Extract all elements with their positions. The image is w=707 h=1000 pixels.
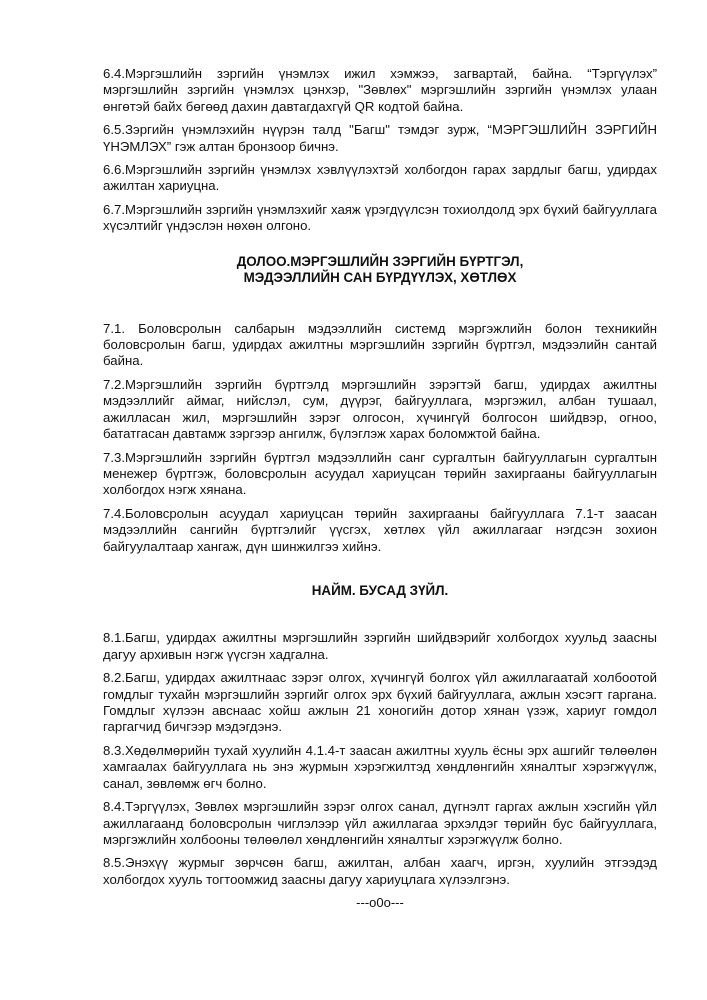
document-page xyxy=(103,66,657,910)
paragraph-7-4: 7.4.Боловсролын асуудал хариуцсан төрийн захиргааны байгууллага 7.1-т заасан мэдээллийн сангийн бүртгэлийг үүсгэх, хөтлөх үйл ажиллагааг нэгдсэн зохион байгуулалтаар хангаж, дүн шинжилгээ хийнэ. xyxy=(103,505,657,554)
paragraph-8-3: 8.3.Хөдөлмөрийн тухай хуулийн 4.1.4-т заасан ажилтны хууль ёсны эрх ашгийг төлөөлөн хамгаалах байгууллага нь энэ журмын хэрэгжилтэд хөндлөнгийн хяналтыг хэрэгжүүлж, санал, зөвлөмж өгч болно. xyxy=(103,742,657,791)
paragraph-6-4: 6.4.Мэргэшлийн зэргийн үнэмлэх ижил хэмжээ, загвартай, байна. “Тэргүүлэх” мэргэшлийн зэргийн үнэмлэх цэнхэр, "Зөвлөх" мэргэшлийн зэргийн үнэмлэх улаан өнгөтэй байх бөгөөд дахин давтагдахгүй QR кодтой байна. xyxy=(103,66,657,114)
paragraph-7-2: 7.2.Мэргэшлийн зэргийн бүртгэлд мэргэшлийн зэрэгтэй багш, удирдах ажилтны мэдээллийг аймаг, нийслэл, сум, дүүрэг, байгууллага, мэргэжил, албан тушаал, ажилласан жил, мэргэшлийн зэрэг олгосон, хүчингүй болгосон шийдвэр, огноо, бататгасан давтамж зэргээр ангилж, бүлэглэж харах боломжтой байна. xyxy=(103,376,657,442)
end-of-document-mark: ---o0o--- xyxy=(356,895,404,911)
paragraph-6-7: 6.7.Мэргэшлийн зэргийн үнэмлэхийг хаяж үрэгдүүлсэн тохиолдолд эрх бүхий байгууллага хүсэлтийг үндэслэн нөхөн олгоно. xyxy=(103,201,657,234)
paragraph-8-5: 8.5.Энэхүү журмыг зөрчсөн багш, ажилтан, албан хаагч, иргэн, хуулийн этгээдэд холбогдох хууль тогтоомжид заасны дагуу хариуцлага хүлээлгэнэ. xyxy=(103,855,657,887)
section-7-heading-line-1: ДОЛОО.МЭРГЭШЛИЙН ЗЭРГИЙН БҮРТГЭЛ, xyxy=(236,253,524,269)
paragraph-8-1: 8.1.Багш, удирдах ажилтны мэргэшлийн зэргийн шийдвэрийг холбогдох хуульд заасны дагуу архивын нэгж үүсгэн хадгална. xyxy=(103,630,657,662)
paragraph-6-6: 6.6.Мэргэшлийн зэргийн үнэмлэх хэвлүүлэхтэй холбогдон гарах зардлыг багш, удирдах ажилтан хариуцна. xyxy=(103,162,657,194)
paragraph-7-3: 7.3.Мэргэшлийн зэргийн бүртгэл мэдээллийн санг сургалтын байгууллагын сургалтын менежер бүртгэж, боловсролын асуудал хариуцсан төрийн захиргааны байгууллагын холбогдох нэгж хянана. xyxy=(103,449,657,498)
section-7-heading-line-2: МЭДЭЭЛЛИЙН САН БҮРДҮҮЛЭХ, ХӨТЛӨХ xyxy=(243,270,517,286)
section-8-heading: НАЙМ. БУСАД ЗҮЙЛ. xyxy=(311,582,449,598)
paragraph-7-1: 7.1. Боловсролын салбарын мэдээллийн системд мэргэжлийн болон техникийн боловсролын багш, удирдах ажилтны мэргэшлийн зэргийн бүртгэл, мэдээлийн сантай байна. xyxy=(103,320,657,369)
paragraph-8-4: 8.4.Тэргүүлэх, Зөвлөх мэргэшлийн зэрэг олгох санал, дүгнэлт гаргах ажлын хэсгийн үйл ажиллагаанд боловсролын чиглэлээр үйл ажиллагаа эрхэлдэг төрийн бус байгууллага, мэргэжлийн холбооны төлөөлөл хөндлөнгийн хяналтыг хэрэгжүүлж болно. xyxy=(103,799,657,847)
paragraph-8-2: 8.2.Багш, удирдах ажилтнаас зэрэг олгох, хүчингүй болгох үйл ажиллагаатай холбоотой гомдлыг тухайн мэргэшлийн зэргийг олгох эрх бүхий байгууллага, ажлын хэсэгт гаргана. Гомдлыг хүлээн авснаас хойш ажлын 21 хоногийн дотор хянан үзэж, хариуг гомдол гаргагчид бичгээр мэдэгдэнэ. xyxy=(103,670,657,735)
paragraph-6-5: 6.5.Зэргийн үнэмлэхийн нүүрэн талд "Багш" тэмдэг зурж, “МЭРГЭШЛИЙН ЗЭРГИЙН ҮНЭМЛЭХ” гэж алтан бронзоор бичнэ. xyxy=(103,122,657,154)
section-7-heading xyxy=(103,254,657,287)
